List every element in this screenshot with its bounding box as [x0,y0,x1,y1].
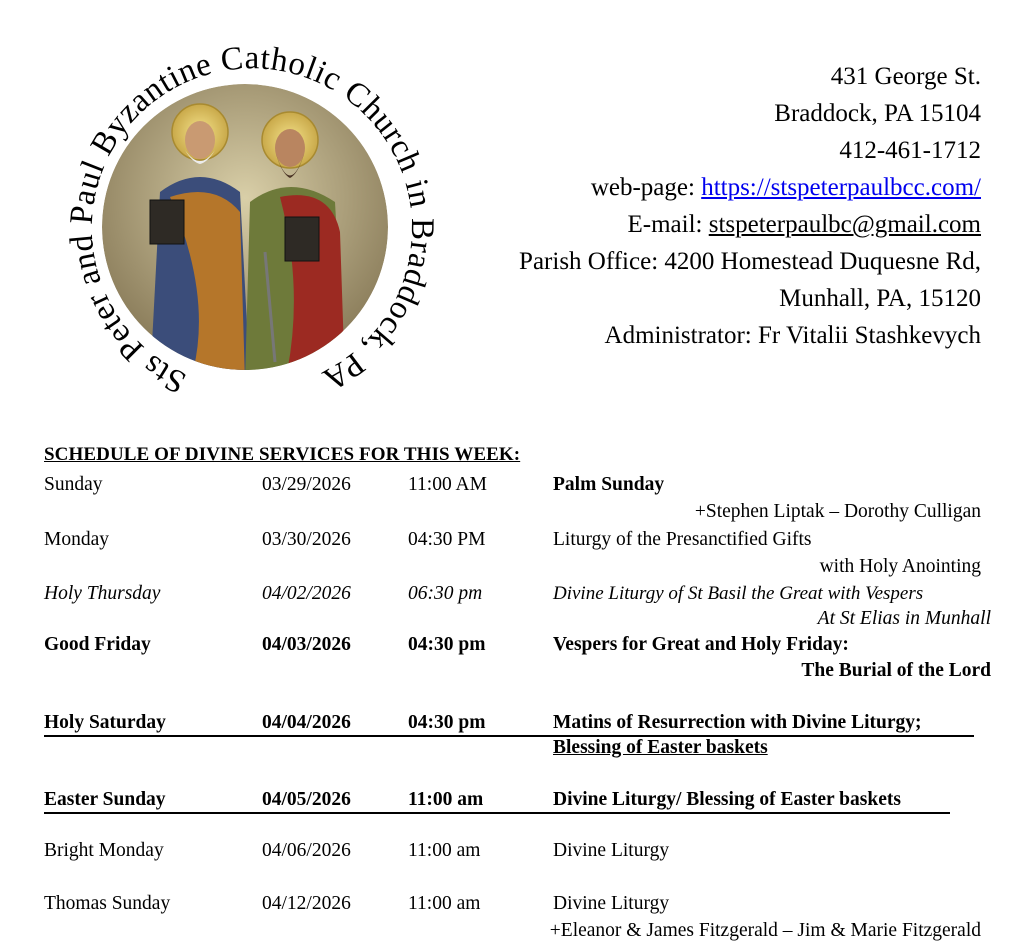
row-date: 04/03/2026 [262,634,351,655]
row-date: 04/02/2026 [262,583,351,604]
row-service: Liturgy of the Presanctified Gifts [553,529,812,550]
row-service: Divine Liturgy/ Blessing of Easter baskets [553,789,901,810]
table-row [0,474,1023,500]
row-note-text: +Eleanor & James Fitzgerald – Jim & Marie Fitzgerald [549,920,981,941]
table-row [0,840,1023,866]
schedule-title: SCHEDULE OF DIVINE SERVICES FOR THIS WEEK: [44,444,521,465]
row-time: 06:30 pm [408,583,483,604]
row-note [0,556,1023,582]
row-day: Thomas Sunday [44,893,171,914]
web-page-line [519,169,981,206]
row-service: Vespers for Great and Holy Friday: [553,634,849,655]
table-row [0,529,1023,555]
office-line-1: Parish Office: 4200 Homestead Duquesne Rd, [519,248,981,275]
row-day: Good Friday [44,634,151,655]
row-time: 04:30 PM [408,529,486,550]
web-label: web-page: [590,174,702,201]
row-service: Divine Liturgy of St Basil the Great with Vespers [553,583,924,604]
row-note [0,501,1023,527]
row-day: Bright Monday [44,840,164,861]
logo-arc-text: Sts Peter and Paul Byzantine Catholic Church in Braddock, PA [63,40,440,401]
office-line-2: Munhall, PA, 15120 [779,285,981,312]
row-service: Matins of Resurrection with Divine Liturgy; [553,712,922,733]
row-note-text: Blessing of Easter baskets [553,737,768,758]
table-row [0,893,1023,919]
row-date: 03/30/2026 [262,529,351,550]
row-service: Palm Sunday [553,474,665,495]
row-date: 04/12/2026 [262,893,351,914]
table-row [0,583,1023,609]
row-day: Easter Sunday [44,789,166,810]
row-date: 04/05/2026 [262,789,351,810]
row-note [0,608,1023,634]
row-note-text: with Holy Anointing [819,556,981,577]
row-day: Holy Thursday [44,583,161,604]
row-date: 03/29/2026 [262,474,351,495]
row-time: 11:00 am [408,789,484,810]
row-note-text: The Burial of the Lord [801,660,991,681]
row-day: Monday [44,529,109,550]
web-link[interactable]: https://stspeterpaulbcc.com/ [701,174,981,201]
row-day: Holy Saturday [44,712,166,733]
row-date: 04/06/2026 [262,840,351,861]
row-time: 11:00 AM [408,474,487,495]
email-line [519,206,981,243]
row-note [0,660,1023,686]
address-line-2: Braddock, PA 15104 [774,100,981,127]
row-note [0,920,1023,946]
row-underline [44,812,950,814]
address-line-1: 431 George St. [830,63,981,90]
row-day: Sunday [44,474,103,495]
contact-block [519,58,981,354]
email-label: E-mail: [627,211,709,238]
row-time: 04:30 pm [408,712,486,733]
row-date: 04/04/2026 [262,712,351,733]
row-service: Divine Liturgy [553,840,670,861]
table-row [0,634,1023,660]
phone-number: 412-461-1712 [839,137,981,164]
row-time: 11:00 am [408,840,481,861]
row-time: 04:30 pm [408,634,486,655]
row-service: Divine Liturgy [553,893,670,914]
row-note-text: At St Elias in Munhall [817,608,991,629]
administrator: Administrator: Fr Vitalii Stashkevych [604,322,981,349]
row-note-text: +Stephen Liptak – Dorothy Culligan [694,501,981,522]
church-logo [40,22,450,432]
row-time: 11:00 am [408,893,481,914]
email-link[interactable]: stspeterpaulbc@gmail.com [708,211,981,238]
row-note [0,737,1023,763]
